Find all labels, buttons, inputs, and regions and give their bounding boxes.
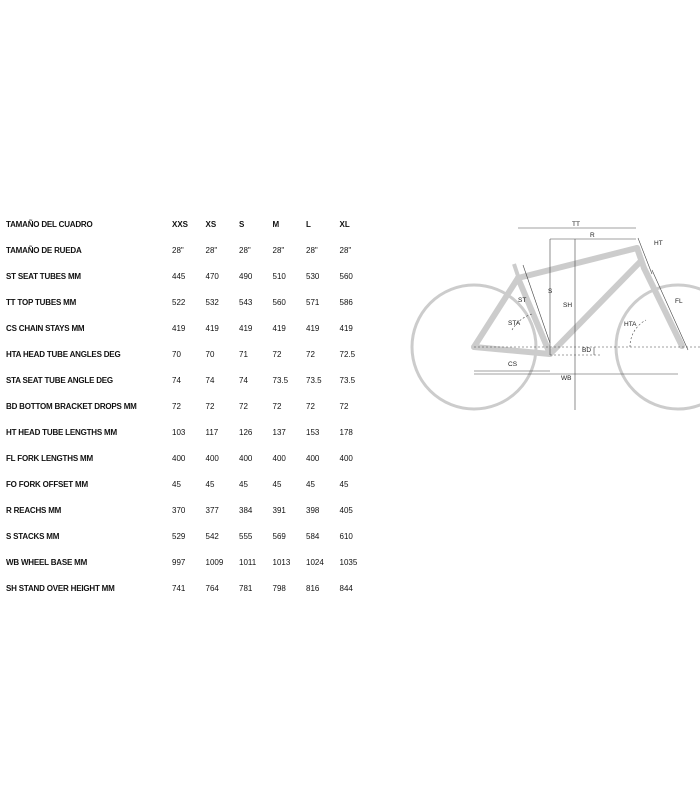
cell-value: 400: [205, 453, 219, 463]
cell-value: 1035: [339, 557, 358, 567]
cell-value: 72: [205, 401, 215, 411]
cell-value: 1024: [306, 557, 324, 567]
row-label: FO FORK OFFSET MM: [6, 479, 88, 489]
cell-value: 400: [272, 453, 286, 463]
cell-value: 153: [306, 427, 320, 437]
cell-value: 560: [272, 297, 286, 307]
cell-value: 28": [306, 245, 318, 255]
cell-value: 70: [205, 349, 215, 359]
cell-value: 419: [239, 323, 253, 333]
cell-value: 555: [239, 531, 253, 541]
size-header: XS: [205, 219, 217, 229]
cell-value: 470: [205, 271, 219, 281]
fl-label: FL: [675, 298, 683, 305]
table-row: [0, 471, 373, 497]
cell-value: 71: [239, 349, 248, 359]
cell-value: 584: [306, 531, 320, 541]
cell-value: 28": [172, 245, 184, 255]
row-label: ST SEAT TUBES MM: [6, 271, 81, 281]
cell-value: 398: [306, 505, 320, 515]
cell-value: 28": [239, 245, 251, 255]
cell-value: 73.5: [272, 375, 289, 385]
cell-value: 530: [306, 271, 320, 281]
st-label: ST: [518, 297, 527, 304]
cell-value: 419: [272, 323, 286, 333]
cell-value: 816: [306, 583, 320, 593]
cell-value: 72: [172, 401, 181, 411]
cell-value: 117: [205, 427, 219, 437]
bike-geometry-diagram: [400, 210, 700, 420]
cell-value: 72: [272, 401, 282, 411]
cell-value: 610: [339, 531, 353, 541]
wb-label: WB: [561, 375, 572, 382]
row-label: TAMAÑO DE RUEDA: [6, 245, 82, 255]
cell-value: 490: [239, 271, 253, 281]
cell-value: 532: [205, 297, 219, 307]
cell-value: 419: [339, 323, 353, 333]
cell-value: 1013: [272, 557, 291, 567]
cell-value: 384: [239, 505, 253, 515]
cell-value: 72.5: [339, 349, 356, 359]
cell-value: 419: [172, 323, 186, 333]
cell-value: 419: [306, 323, 320, 333]
cell-value: 28": [339, 245, 352, 255]
cell-value: 72: [239, 401, 248, 411]
size-header: XL: [339, 219, 350, 229]
cell-value: 529: [172, 531, 186, 541]
cell-value: 45: [272, 479, 282, 489]
cell-value: 419: [205, 323, 219, 333]
fork: [644, 268, 682, 346]
cell-value: 72: [306, 349, 315, 359]
cell-value: 1009: [205, 557, 224, 567]
sh-label: SH: [563, 302, 573, 309]
cell-value: 74: [239, 375, 248, 385]
cell-value: 370: [172, 505, 186, 515]
cell-value: 45: [205, 479, 215, 489]
row-label: HT HEAD TUBE LENGTHS MM: [6, 427, 117, 437]
r-label: R: [590, 232, 595, 239]
bd-label: BD: [582, 347, 592, 354]
top-tube: [518, 248, 637, 278]
table-row: [0, 289, 373, 315]
cell-value: 45: [306, 479, 315, 489]
cell-value: 72: [306, 401, 315, 411]
fl-dim: [652, 270, 688, 350]
table-row: [0, 367, 373, 393]
cell-value: 781: [239, 583, 253, 593]
ht-label: HT: [654, 240, 663, 247]
row-label: HTA HEAD TUBE ANGLES DEG: [6, 349, 121, 359]
size-header: L: [306, 219, 311, 229]
cell-value: 137: [272, 427, 286, 437]
cell-value: 400: [172, 453, 186, 463]
s-label: S: [548, 288, 553, 295]
chain-stay: [474, 347, 550, 354]
size-header: M: [272, 219, 280, 229]
row-label: CS CHAIN STAYS MM: [6, 323, 85, 333]
cell-value: 391: [272, 505, 286, 515]
table-row: [0, 445, 373, 471]
row-label: TT TOP TUBES MM: [6, 297, 77, 307]
cell-value: 569: [272, 531, 286, 541]
bike-frame: [474, 248, 682, 354]
row-label: S STACKS MM: [6, 531, 60, 541]
cell-value: 1011: [239, 557, 257, 567]
size-header: XXS: [172, 219, 189, 229]
row-label: WB WHEEL BASE MM: [6, 557, 88, 567]
table-header-row: [0, 211, 373, 237]
table-row: [0, 341, 373, 367]
cell-value: 45: [339, 479, 349, 489]
table-row: [0, 575, 373, 601]
cell-value: 74: [172, 375, 181, 385]
geometry-table: [0, 211, 373, 601]
cell-value: 72: [339, 401, 349, 411]
cell-value: 445: [172, 271, 186, 281]
cell-value: 510: [272, 271, 286, 281]
table-row: [0, 237, 373, 263]
table-row: [0, 263, 373, 289]
cell-value: 377: [205, 505, 219, 515]
cell-value: 798: [272, 583, 286, 593]
cell-value: 74: [205, 375, 215, 385]
cell-value: 764: [205, 583, 219, 593]
row-label: SH STAND OVER HEIGHT MM: [6, 583, 115, 593]
cell-value: 73.5: [339, 375, 356, 385]
cell-value: 522: [172, 297, 186, 307]
cell-value: 400: [239, 453, 253, 463]
row-label: BD BOTTOM BRACKET DROPS MM: [6, 401, 137, 411]
cell-value: 72: [272, 349, 282, 359]
cell-value: 103: [172, 427, 186, 437]
cell-value: 560: [339, 271, 353, 281]
hta-label: HTA: [624, 321, 637, 328]
table-body: [0, 237, 373, 601]
cell-value: 844: [339, 583, 353, 593]
cell-value: 543: [239, 297, 253, 307]
table-row: [0, 419, 373, 445]
cell-value: 28": [272, 245, 285, 255]
table-row: [0, 393, 373, 419]
cell-value: 400: [306, 453, 320, 463]
cs-label: CS: [508, 361, 518, 368]
cell-value: 586: [339, 297, 353, 307]
cell-value: 28": [205, 245, 218, 255]
row-label: R REACHS MM: [6, 505, 62, 515]
cell-value: 45: [172, 479, 181, 489]
table-row: [0, 523, 373, 549]
table-row: [0, 315, 373, 341]
cell-value: 126: [239, 427, 253, 437]
cell-value: 70: [172, 349, 181, 359]
cell-value: 400: [339, 453, 353, 463]
cell-value: 405: [339, 505, 353, 515]
sta-label: STA: [508, 320, 521, 327]
tt-label: TT: [572, 221, 580, 228]
cell-value: 571: [306, 297, 320, 307]
table-row: [0, 549, 373, 575]
cell-value: 178: [339, 427, 353, 437]
table-row: [0, 497, 373, 523]
header-label: TAMAÑO DEL CUADRO: [6, 219, 93, 229]
row-label: FL FORK LENGTHS MM: [6, 453, 93, 463]
seat-tube: [518, 278, 550, 354]
cell-value: 741: [172, 583, 186, 593]
cell-value: 542: [205, 531, 219, 541]
cell-value: 73.5: [306, 375, 322, 385]
row-label: STA SEAT TUBE ANGLE DEG: [6, 375, 113, 385]
cell-value: 997: [172, 557, 186, 567]
cell-value: 45: [239, 479, 248, 489]
size-header: S: [239, 219, 245, 229]
